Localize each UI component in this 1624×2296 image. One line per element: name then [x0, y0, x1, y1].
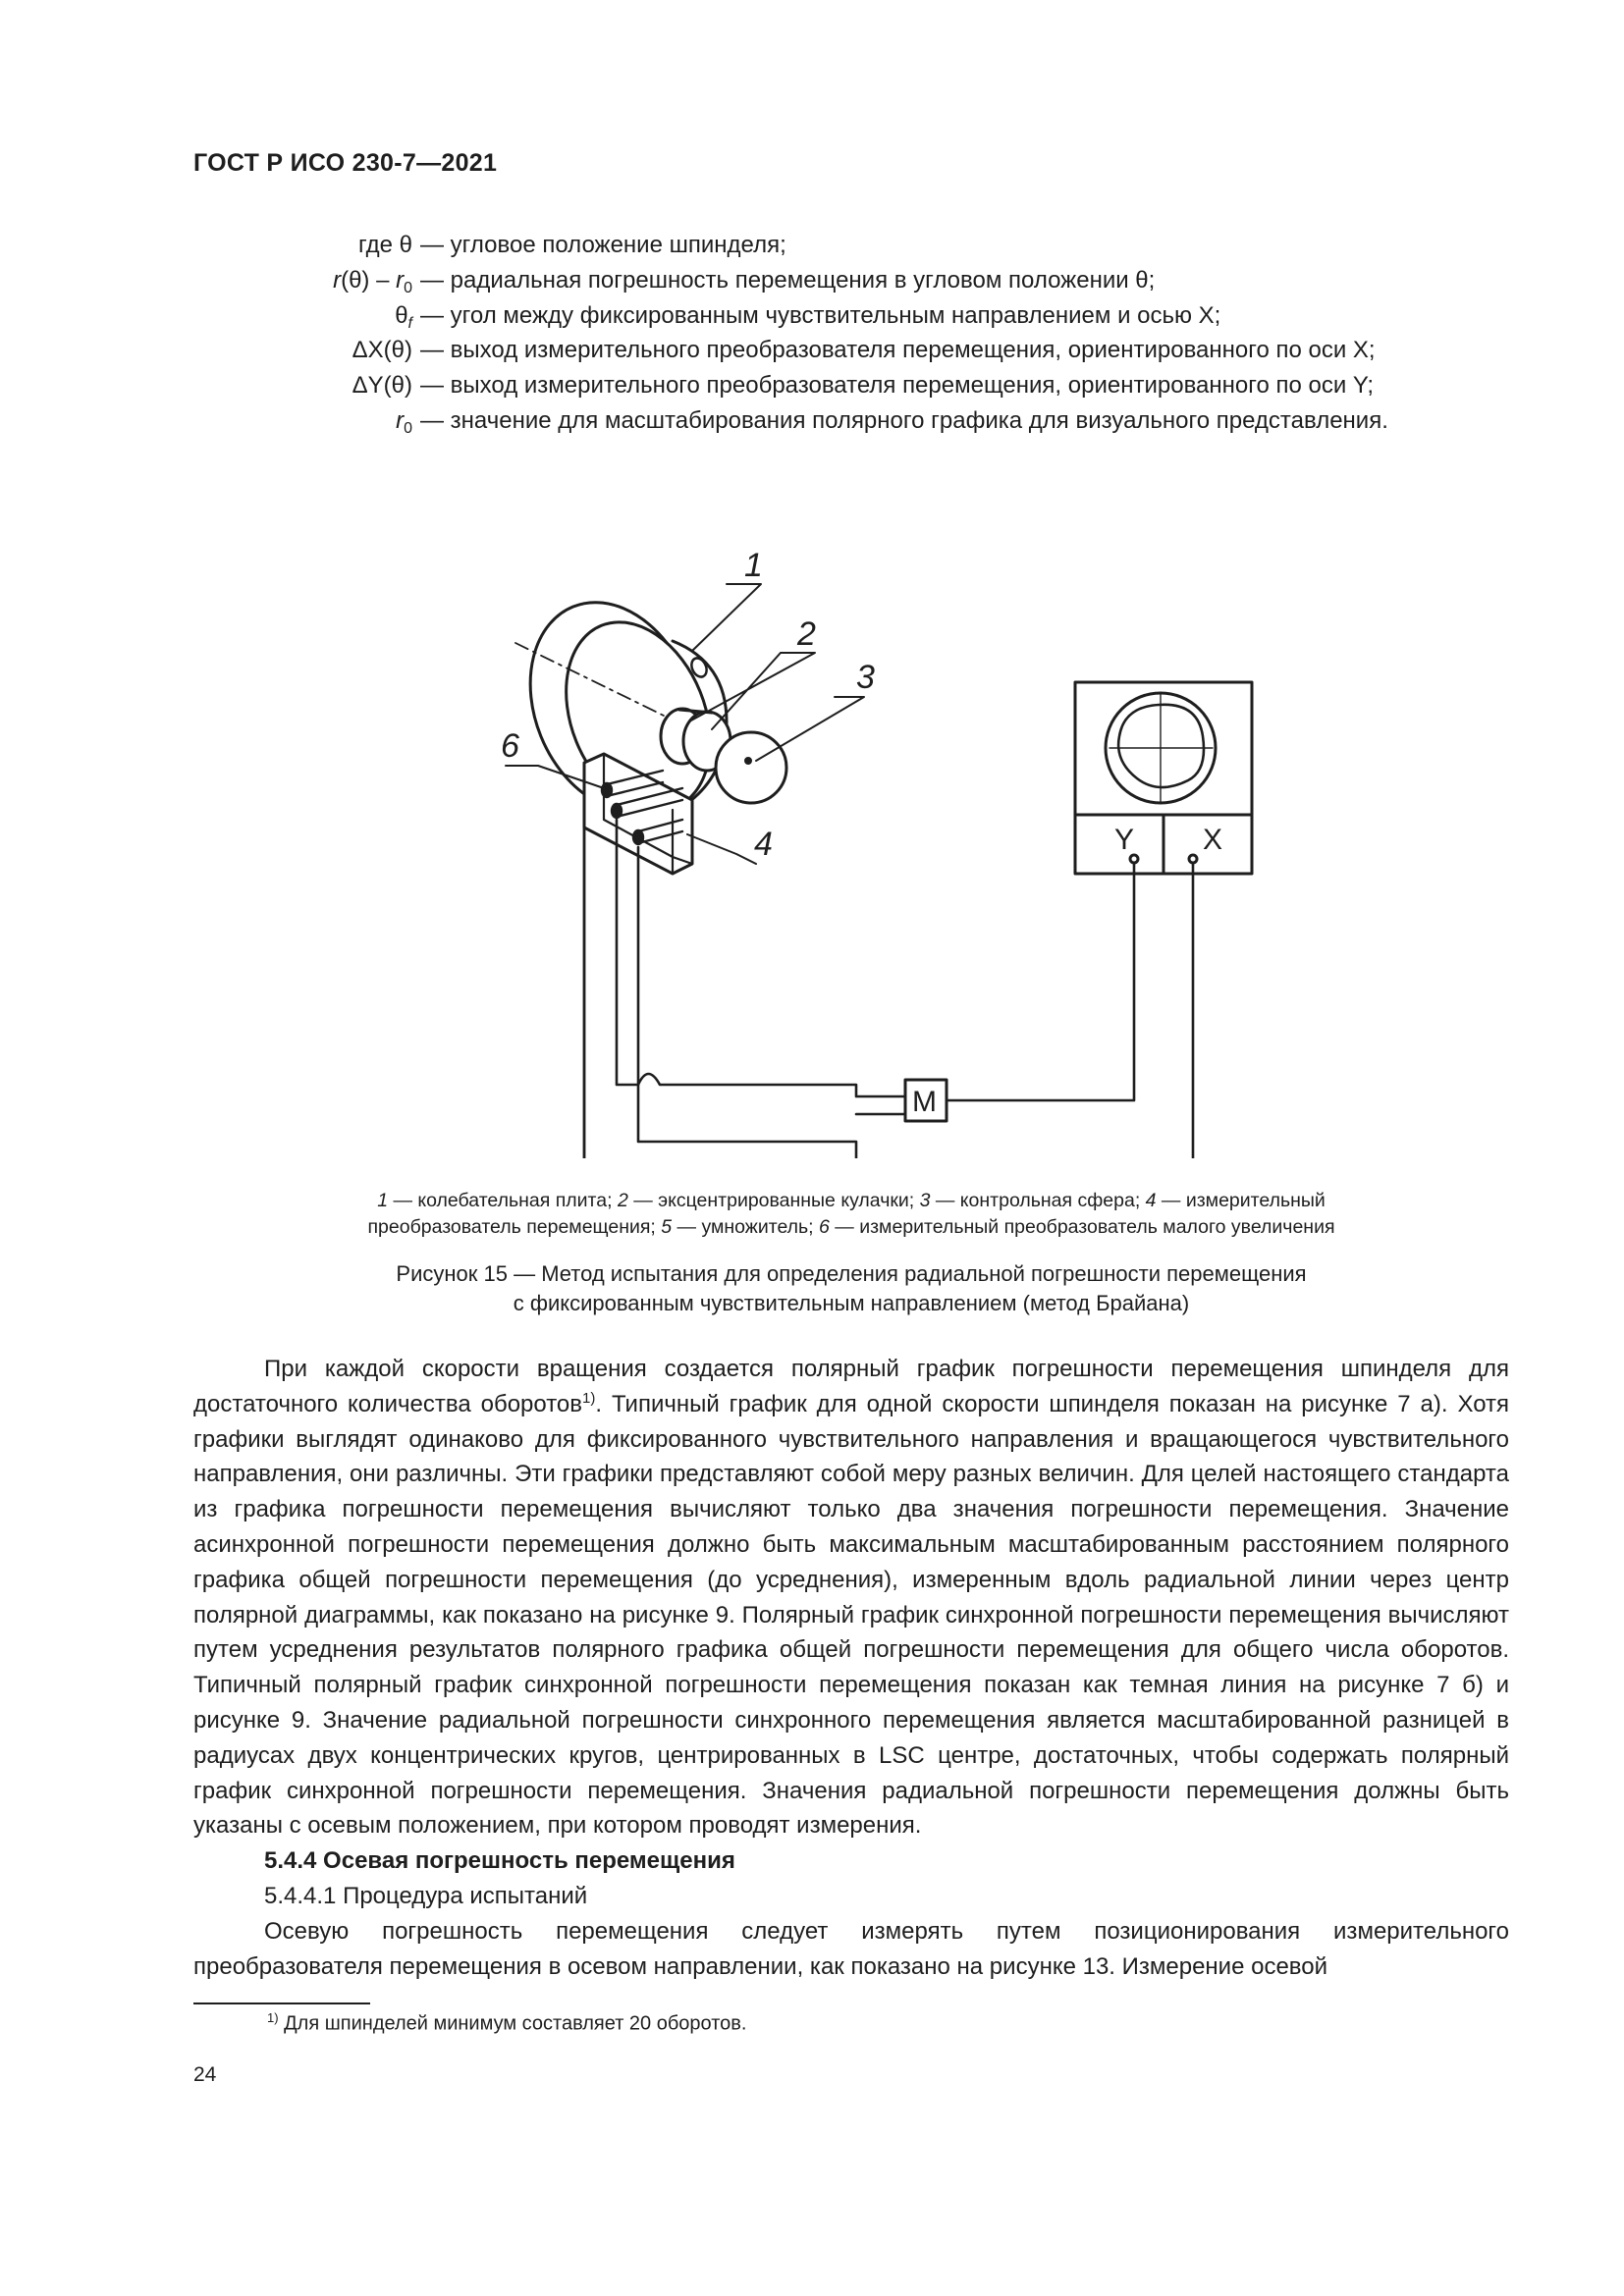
body-text: [193, 1352, 1509, 1984]
test-setup-diagram: [432, 525, 1276, 1158]
subsection-heading: 5.4.4.1 Процедура испытаний: [264, 1882, 588, 1909]
paragraph: [193, 1352, 1509, 1843]
y-output-wire: [947, 863, 1134, 1100]
legend-number: 4: [1145, 1190, 1157, 1211]
definition-symbol: ΔX(θ): [352, 337, 412, 364]
legend-text: — измерительный преобразователь малого увеличения: [829, 1216, 1335, 1238]
legend-text: — эксцентрированные кулачки;: [627, 1190, 920, 1211]
callout-3: 3: [856, 659, 875, 696]
callout-1: 1: [744, 547, 763, 584]
caption-line: Рисунок 15 — Метод испытания для определения радиальной погрешности перемещения: [396, 1261, 1307, 1286]
figure-15-diagram: [432, 525, 1276, 1158]
definition-symbol: $r_0$: [396, 406, 412, 437]
legend-text: — колебательная плита;: [388, 1190, 618, 1211]
definition-row: [187, 403, 1502, 439]
figure-legend: [193, 1188, 1509, 1241]
definition-text: — значение для масштабирования полярного графика для визуального представления.: [420, 406, 1388, 434]
legend-text: — измерительный: [1156, 1190, 1326, 1211]
definition-text: — угловое положение шпинделя;: [420, 232, 786, 258]
definition-row: [187, 333, 1502, 368]
scope-label-x: X: [1203, 824, 1223, 856]
legend-number: 6: [819, 1216, 830, 1238]
definition-text: — радиальная погрешность перемещения в угловом положении θ;: [420, 266, 1156, 294]
multiplier-label: M: [912, 1086, 937, 1118]
x-output-wire: [947, 863, 1193, 1158]
legend-number: 1: [377, 1190, 389, 1211]
definition-text: — выход измерительного преобразователя перемещения, ориентированного по оси X;: [420, 337, 1376, 364]
legend-number: 3: [919, 1190, 931, 1211]
legend-text: — умножитель;: [672, 1216, 820, 1238]
paragraph-text: При каждой скорости вращения создается полярный график погрешности перемещения шпинделя для достаточного количества оборотов: [193, 1356, 1509, 1417]
legend-number: 2: [617, 1190, 628, 1211]
legend-number: 5: [661, 1216, 673, 1238]
caption-line: с фиксированным чувствительным направлением (метод Брайана): [513, 1291, 1190, 1315]
definition-symbol: где θ: [357, 232, 412, 258]
figure-caption: [193, 1259, 1509, 1318]
callout-2: 2: [797, 615, 816, 653]
document-header: ГОСТ Р ИСО 230-7—2021: [193, 149, 498, 177]
footnote-ref[interactable]: 1): [582, 1389, 596, 1407]
definition-symbol: $r(\theta) - r_0$: [333, 266, 412, 296]
definition-text: — выход измерительного преобразователя перемещения, ориентированного по оси Y;: [420, 372, 1375, 400]
legend-line: [193, 1214, 1509, 1241]
footnote-divider: [193, 2002, 370, 2004]
definition-row: [187, 228, 1502, 263]
definition-symbol: ΔY(θ): [352, 372, 412, 400]
symbol-definitions: [187, 228, 1502, 439]
scope-label-y: Y: [1114, 824, 1135, 856]
definition-symbol: $\theta_f$: [395, 301, 412, 332]
page-number: 24: [193, 2063, 217, 2086]
callout-4: 4: [754, 826, 773, 863]
definition-row: [187, 263, 1502, 298]
definition-row: [187, 368, 1502, 403]
section-heading: 5.4.4 Осевая погрешность перемещения: [264, 1847, 735, 1875]
legend-line: [193, 1188, 1509, 1214]
footnote: [267, 2010, 746, 2036]
reference-sphere: [716, 732, 786, 803]
paragraph-text: . Типичный график для одной скорости шпинделя показан на рисунке 7 а). Хотя графики выглядят одинаково для фиксированного чувствительного направления и вращающегося чувствительного направления, они различны. Эти графики представляют собой меру разных величин. Для целей настоящего стандарта из графика погрешности перемещения вычисляют только два значения погрешности перемещения. Значение асинхронной погрешности перемещения должно быть максимальным масштабированным расстоянием полярного графика общей погрешности перемещения (до усреднения), измеренным вдоль радиальной линии через центр полярной диаграммы, как показано на рисунке 9. Полярный график синхронной погрешности перемещения вычисляют путем усреднения результатов полярного графика общей погрешности перемещения для общего числа оборотов. Типичный полярный график синхронной погрешности перемещения показан как темная линия на рисунке 7 б) и рисунке 9. Значение радиальной погрешности синхронного перемещения является масштабированной разницей в радиусах двух концентрических кругов, центрированных в LSC центре, достаточных, чтобы содержать полярный график синхронной погрешности перемещения. Значения радиальной погрешности перемещения должны быть указаны с осевым положением, при котором проводят измерения.: [193, 1390, 1509, 1840]
legend-text: преобразователь перемещения;: [367, 1216, 662, 1238]
footnote-mark: 1): [267, 2010, 279, 2025]
definition-text: — угол между фиксированным чувствительным направлением и осью X;: [420, 301, 1221, 329]
transducer-wiring: [584, 810, 905, 1158]
definition-row: [187, 298, 1502, 334]
callout-6: 6: [501, 727, 519, 765]
oscilloscope-display: [1075, 682, 1252, 874]
footnote-text: Для шпинделей минимум составляет 20 оборотов.: [278, 2012, 747, 2035]
paragraph: Осевую погрешность перемещения следует измерять путем позиционирования измерительного преобразователя перемещения в осевом направлении, как показано на рисунке 13. Измерение осевой: [193, 1917, 1509, 1980]
legend-text: — контрольная сфера;: [930, 1190, 1146, 1211]
